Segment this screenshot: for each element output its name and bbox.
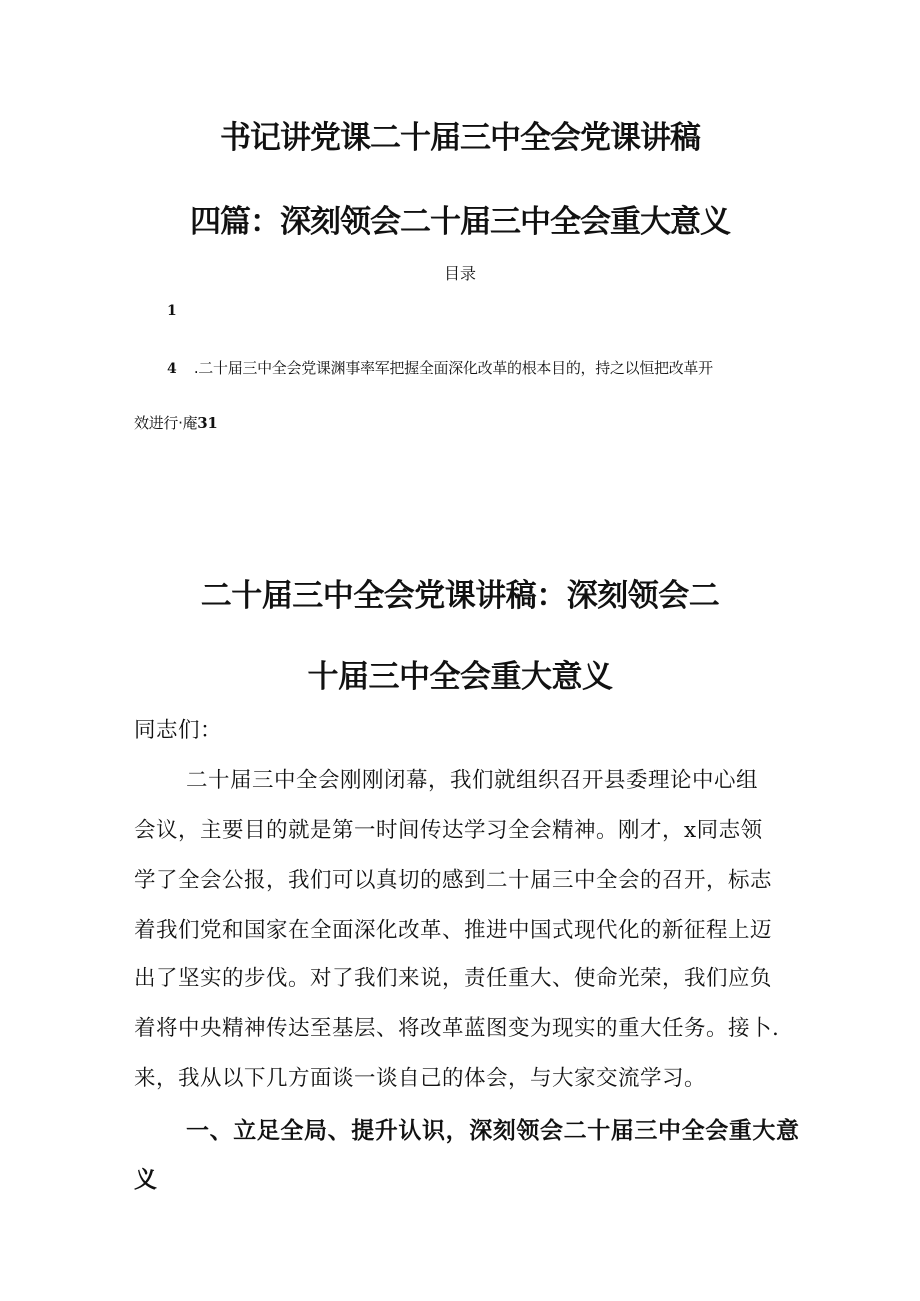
toc-entry-4-page-number: 31 [197, 414, 218, 432]
paragraph-line: 着我们党和国家在全面深化改革、推进中国式现代化的新征程上迈 [134, 918, 773, 943]
toc-entry-4-cont-text: 效进行·庵 [134, 414, 198, 432]
paragraph-line: 着将中央精神传达至基层、将改革蓝图变为现实的重大任务。接卜. [134, 1016, 780, 1041]
toc-entry-1-number[interactable]: 1 [167, 303, 177, 319]
paragraph-line: 学了全会公报，我们可以真切的感到二十届三中全会的召开，标志 [134, 868, 773, 893]
toc-entry-4-number: 4 [167, 361, 177, 377]
paragraph-line: 来，我从以下几方面谈一谈自己的体会，与大家交流学习。 [134, 1066, 707, 1091]
paragraph-line: 会议，主要目的就是第一时间传达学习全会精神。刚才，x同志领 [134, 818, 763, 843]
toc-entry-4-text: .二十届三中全会党课渊事率军把握全面深化改革的根本目的，持之以恒把改革开 [193, 359, 713, 377]
document-title-line-2: 四篇：深刻领会二十届三中全会重大意义 [190, 204, 730, 240]
toc-entry-4-continuation[interactable] [134, 412, 218, 433]
toc-heading: 目录 [443, 264, 476, 283]
section-title-line-2: 十届三中全会重大意义 [307, 659, 613, 695]
paragraph-line: 出了坚实的步伐。对了我们来说，责任重大、使命光荣，我们应负 [134, 966, 773, 991]
paragraph-line: 二十届三中全会刚刚闭幕，我们就组织召开县委理论中心组 [186, 768, 759, 793]
document-title-line-1: 书记讲党课二十届三中全会党课讲稿 [220, 120, 700, 156]
section-heading-1-line-1: 一、立足全局、提升认识，深刻领会二十届三中全会重大意 [186, 1118, 800, 1144]
section-title-line-1: 二十届三中全会党课讲稿：深刻领会二 [200, 578, 720, 614]
salutation: 同志们： [134, 718, 223, 743]
toc-entry-4[interactable] [167, 357, 713, 378]
section-heading-1-line-2: 义 [134, 1167, 158, 1193]
